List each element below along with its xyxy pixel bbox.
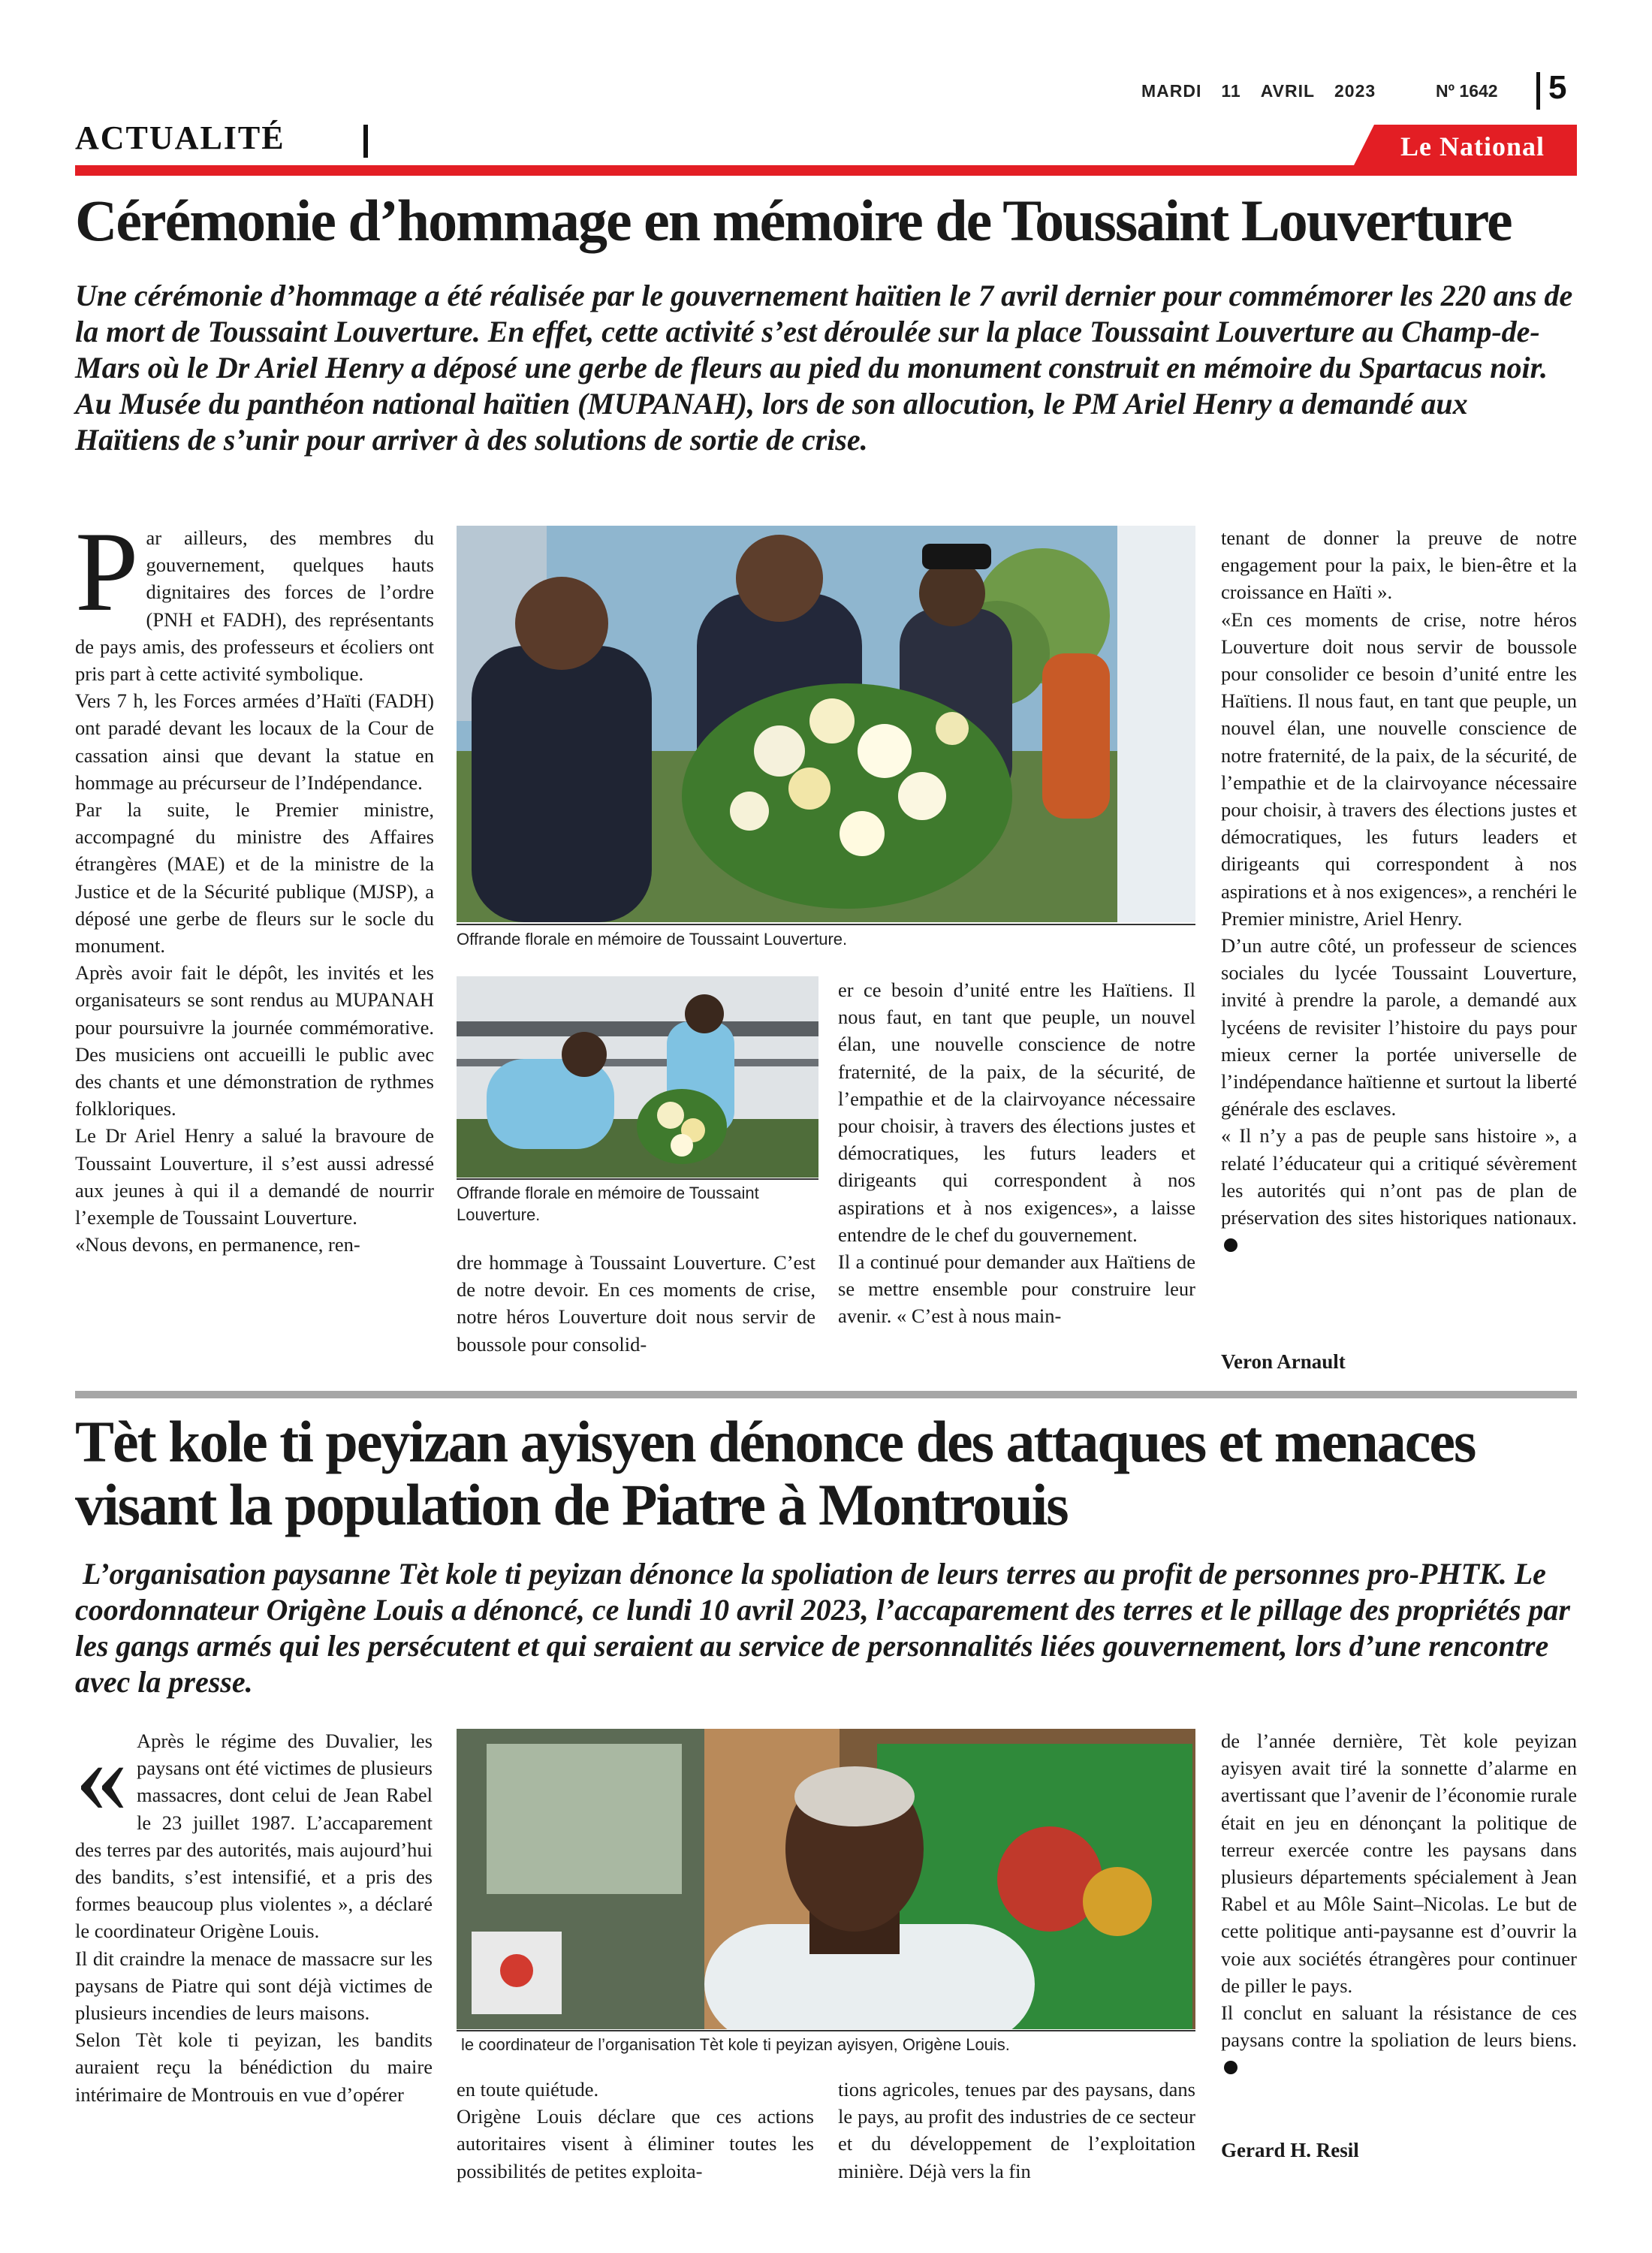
article1-byline: Veron Arnault [1221, 1350, 1346, 1373]
section-title: ACTUALITÉ [75, 119, 285, 156]
article1-paragraph: Par ailleurs, des membres du gouvernement, quelques hauts dignitaires des forces de l’ordre (PNH et FADH), des représentants de pays amis, des professeurs et écoliers ont pris part à cette activité symbolique. [75, 508, 434, 686]
article2-column-3: tions agricoles, tenues par des paysans, dans le pays, au profit des industries de ce secteur et du développement de l’exploitation minière. Déjà vers la fin [838, 2078, 1195, 2182]
article1-headline: Cérémonie d’hommage en mémoire de Toussaint Louverture [75, 188, 1512, 253]
page-number: 5 [1548, 69, 1567, 106]
issue-number: Nº 1642 [1436, 81, 1498, 101]
article1-paragraph: er ce besoin d’unité entre les Haïtiens. Il nous faut, en tant que peuple, un nouvel élan, une nouvelle conscience de notre fraternité, de la paix, de la sécurité, de l’empathie et de la clairvoyance nécessaire pour choisir, à travers des élections justes et démocratiques, les futurs leaders et dirigeants qui correspondent à nos aspirations et à nos exigences», a laisse entendre de le chef du gouvernement. [838, 979, 1195, 1246]
article1-paragraph: «Nous devons, en permanence, ren- [75, 1233, 360, 1256]
end-of-article-icon [1224, 2061, 1237, 2074]
article1-column-1 [75, 508, 434, 1258]
article1-paragraph: Vers 7 h, les Forces armées d’Haïti (FADH) ont paradé devant les locaux de la Cour de cassation ainsi que devant la statue en hommage au précurseur de l’Indépendance. [75, 689, 434, 794]
article1-paragraph: tenant de donner la preuve de notre engagement pour la paix, le bien-être et la croissance en Haïti ». [1221, 526, 1577, 604]
article2-paragraph: Il dit craindre la menace de massacre sur les paysans de Piatre qui sont déjà victimes de plusieurs incendies de leurs maisons. [75, 1947, 433, 2025]
caption-rule [457, 2030, 1195, 2031]
date-year: 2023 [1334, 81, 1376, 101]
article2-column-4 [1221, 1727, 1577, 2081]
article1-paragraph: Il a continué pour demander aux Haïtiens de se mettre ensemble pour construire leur avenir. « C’est à nous main- [838, 1250, 1195, 1328]
page-number-divider [1536, 72, 1540, 110]
origene-louis-caption: le coordinateur de l’organisation Tèt kole ti peyizan ayisyen, Origène Louis. [461, 2035, 1010, 2054]
article2-paragraph: de l’année dernière, Tèt kole peyizan ayisyen avait tiré la sonnette d’alarme en avertissant que l’avenir de l’économie rurale était en jeu en dénonçant la politique de terreur exercée contre les paysans dans plusieurs départements spécialement à Jean Rabel et au Môle Saint–Nicolas. Le but de cette politique anti-paysanne est d’ouvrir la voie aux sociétés étrangères pour continuer de piller le pays. [1221, 1730, 1577, 1997]
section-divider [363, 125, 368, 158]
date-month: AVRIL [1260, 81, 1316, 101]
issue-date [1141, 81, 1395, 101]
floral-offering-photo [457, 526, 1195, 922]
article-divider [75, 1391, 1577, 1398]
article2-intro: L’organisation paysanne Tèt kole ti peyizan dénonce la spoliation de leurs terres au profit de personnes pro-PHTK. Le coordonnateur Origène Louis a dénoncé, ce lundi 10 avril 2023, l’accaparement des terres et le pillage des propriétés par les gangs armés qui les persécutent et qui seraient au service de personnalités liées gouvernement, lors d’une rencontre avec la presse. [75, 1557, 1570, 1699]
article1-column-4 [1221, 524, 1577, 1258]
article1-intro: Une cérémonie d’hommage a été réalisée par le gouvernement haïtien le 7 avril dernier pour commémorer les 220 ans de la mort de Toussaint Louverture. En effet, cette activité s’est déroulée sur la place Toussaint Louverture au Champ-de-Mars où le Dr Ariel Henry a déposé une gerbe de fleurs au pied du monument construit en mémoire du Spartacus noir. Au Musée du panthéon national haïtien (MUPANAH), lors de son allocution, le PM Ariel Henry a demandé aux Haïtiens de s’unir pour arriver à des solutions de sortie de crise. [75, 279, 1573, 457]
date-number: 11 [1221, 81, 1241, 101]
article1-column-2: dre hommage à Toussaint Louverture. C’est de notre devoir. En ces moments de crise, notre héros Louverture doit nous servir de boussole pour consolid- [457, 1251, 815, 1356]
dropcap: P [75, 508, 139, 635]
article1-paragraph: Par la suite, le Premier ministre, accompagné du ministre des Affaires étrangères (MAE) et de la ministre de la Justice et de la Sécurité publique (MJSP), a déposé une gerbe de fleurs sur le socle du monument. [75, 798, 434, 958]
caption-rule [457, 924, 1195, 925]
caption-rule [457, 1178, 818, 1180]
article1-column-3 [838, 976, 1195, 1330]
origene-louis-photo [457, 1729, 1195, 2029]
students-offering-photo [457, 976, 818, 1178]
newspaper-brand: Le National [1400, 131, 1545, 161]
article2-column-2: en toute quiétude. Origène Louis déclare que ces actions autoritaires visent à éliminer toutes les possibilités de petites exploita- [457, 2078, 814, 2182]
opening-quote-mark: « [75, 1718, 128, 1835]
article2-column-1 [75, 1718, 433, 2108]
article1-paragraph: « Il n’y a pas de peuple sans histoire », a relaté l’éducateur qui a critiqué sévèrement les autorités qui n’ont pas de plan de préservation des sites historiques nationaux. [1221, 1122, 1577, 1258]
article2-byline: Gerard H. Resil [1221, 2139, 1359, 2161]
article1-paragraph: Après avoir fait le dépôt, les invités et les organisateurs se sont rendus au MUPANAH pour poursuivre la journée commémorative. Des musiciens ont accueilli le public avec des chants et une démonstration de rythmes folkloriques. [75, 961, 434, 1120]
article2-paragraph: Selon Tèt kole ti peyizan, les bandits auraient reçu la bénédiction du maire intérimaire de Montrouis en vue d’opérer [75, 2028, 433, 2106]
date-day: MARDI [1141, 81, 1202, 101]
end-of-article-icon [1224, 1238, 1237, 1252]
article1-paragraph: Le Dr Ariel Henry a salué la bravoure de Toussaint Louverture, il s’est aussi adressé aux jeunes à qui il a demandé de nourrir l’exemple de Toussaint Louverture. [75, 1124, 434, 1229]
article2-headline: Tèt kole ti peyizan ayisyen dénonce des attaques et menaces visant la population de Piatre à Montrouis [75, 1409, 1476, 1537]
floral-offering-caption: Offrande florale en mémoire de Toussaint Louverture. [457, 930, 848, 949]
article1-paragraph: «En ces moments de crise, notre héros Louverture doit nous servir de boussole pour consolider ce besoin d’unité entre les Haïtiens. Il nous faut, en tant que peuple, un nouvel élan, une nouvelle conscience de notre fraternité, de la paix, de la sécurité, de l’empathie et de la clairvoyance nécessaire pour choisir, à travers des élections justes et démocratiques, les futurs leaders et dirigeants qui correspondent à nos aspirations et à nos exigences», a renchéri le Premier ministre, Ariel Henry. [1221, 608, 1577, 930]
article1-paragraph: D’un autre côté, un professeur de sciences sociales du lycée Toussaint Louverture, invité à prendre la parole, a demandé aux lycéens de revisiter l’histoire du pays pour mieux cerner la portée universelle de l’indépendance haïtienne et surtout la liberté générale des esclaves. [1221, 934, 1577, 1120]
article2-paragraph: Il conclut en saluant la résistance de ces paysans contre la spoliation de leurs biens. [1221, 1999, 1577, 2081]
students-offering-caption: Offrande florale en mémoire de Toussaint Louverture. [457, 1184, 759, 1224]
article2-paragraph: « Après le régime des Duvalier, les paysans ont été victimes de plusieurs massacres, dont celui de Jean Rabel le 23 juillet 1987. L’accaparement des terres par des autorités, mais aujourd’hui des bandits, s’est intensifié, et a pris des formes beaucoup plus violentes », a déclaré le coordinateur Origène Louis. [75, 1718, 433, 1943]
